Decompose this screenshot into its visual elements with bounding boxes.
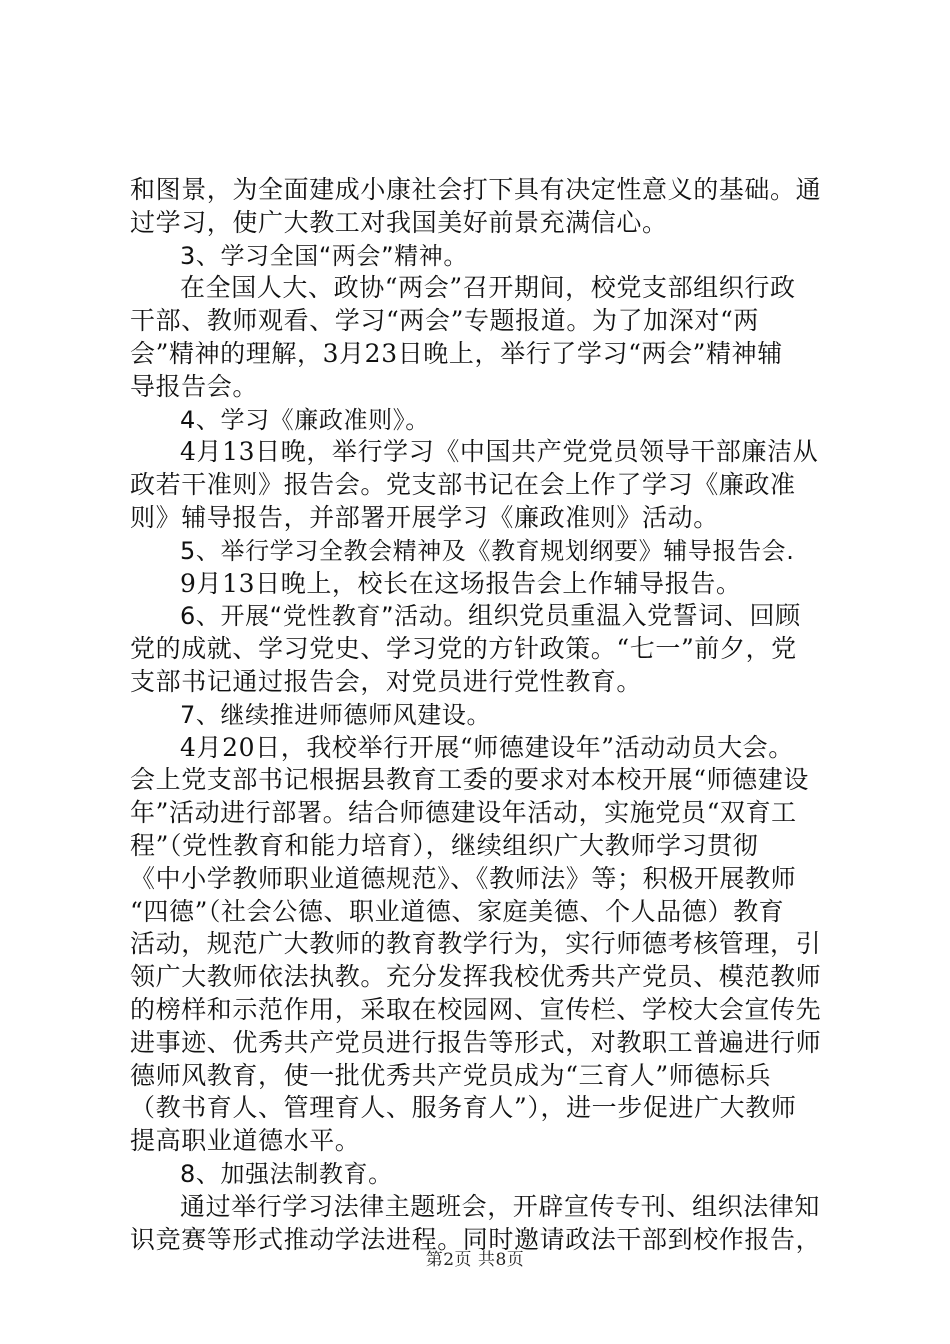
- heading-text: 4、学习《廉政准则》。: [180, 405, 430, 434]
- document-page: [130, 174, 830, 1256]
- section-heading: [130, 600, 830, 633]
- paragraph-line: [130, 863, 830, 896]
- line-text: 党的成就、学习党史、学习党的方针政策。“七一”前夕，党: [130, 634, 797, 664]
- line-text: 在全国人大、政协“两会”召开期间，校党支部组织行政: [180, 273, 796, 303]
- paragraph-line: [130, 436, 830, 469]
- section-heading: [130, 1158, 830, 1191]
- line-text: 和图景，为全面建成小康社会打下具有决定性意义的基础。通: [130, 175, 822, 204]
- paragraph-line: [130, 732, 830, 765]
- line-text: 政若干准则》报告会。党支部书记在会上作了学习《廉政准: [130, 470, 796, 500]
- line-text: （教书育人、管理育人、服务育人”），进一步促进广大教师: [130, 1093, 797, 1123]
- heading-text: 6、开展“党性教育”活动。: [180, 602, 468, 631]
- paragraph-line: [130, 797, 830, 830]
- paragraph-line: [130, 666, 830, 699]
- section-heading: [130, 535, 830, 568]
- paragraph-line: [130, 568, 830, 601]
- line-text: 会”精神的理解，3月23日晚上，举行了学习“两会”精神辅: [130, 338, 783, 368]
- paragraph-line: [130, 272, 830, 305]
- line-text: 识竞赛等形式推动学法进程。同时邀请政法干部到校作报告，: [130, 1224, 822, 1254]
- paragraph-line: [130, 1191, 830, 1224]
- line-text: 干部、教师观看、学习“两会”专题报道。为了加深对“两: [130, 306, 759, 336]
- paragraph-line: [130, 633, 830, 666]
- line-text: 领广大教师依法执教。充分发挥我校优秀共产党员、模范教师: [130, 962, 822, 992]
- paragraph-line: [130, 174, 830, 207]
- line-text: 过学习，使广大教工对我国美好前景充满信心。: [130, 207, 668, 237]
- line-text: 《中小学教师职业道德规范》、《教师法》等；积极开展教师: [130, 863, 797, 893]
- paragraph-line: [130, 928, 830, 961]
- heading-text: 7、继续推进师德师风建设。: [180, 700, 492, 729]
- paragraph-line: [130, 1060, 830, 1093]
- paragraph-line: [130, 1027, 830, 1060]
- paragraph-line: [130, 305, 830, 338]
- paragraph-line: [130, 338, 830, 371]
- paragraph-line: [130, 371, 830, 404]
- paragraph-line: [130, 994, 830, 1027]
- section-heading: [130, 404, 830, 437]
- line-text: 会上党支部书记根据县教育工委的要求对本校开展“师德建设: [130, 765, 809, 795]
- line-text: 德师风教育，使一批优秀共产党员成为“三育人”师德标兵: [130, 1060, 772, 1090]
- heading-text: 5、举行学习全教会精神及《教育规划纲要》辅导报告会.: [180, 536, 795, 565]
- paragraph-line: [130, 502, 830, 535]
- line-text: 则》辅导报告，并部署开展学习《廉政准则》活动。: [130, 502, 719, 532]
- line-text: 提高职业道德水平。: [130, 1126, 361, 1156]
- line-text: 程”（党性教育和能力培育），继续组织广大教师学习贯彻: [130, 830, 759, 860]
- paragraph-line: [130, 764, 830, 797]
- line-text: 通过举行学习法律主题班会，开辟宣传专刊、组织法律知: [180, 1191, 821, 1221]
- line-text: 年”活动进行部署。结合师德建设年活动，实施党员“双育工: [130, 798, 797, 828]
- page-footer: 第2页 共8页: [425, 1250, 525, 1270]
- line-text: 导报告会。: [130, 371, 259, 401]
- line-text: 进事迹、优秀共产党员进行报告等形式，对教职工普遍进行师: [130, 1027, 822, 1057]
- paragraph-line: [130, 896, 830, 929]
- line-text: 支部书记通过报告会，对党员进行党性教育。: [130, 666, 643, 696]
- line-text: 4月13日晚，举行学习《中国共产党党员领导干部廉洁从: [180, 437, 819, 467]
- section-heading: [130, 699, 830, 732]
- line-text: 9月13日晚上，校长在这场报告会上作辅导报告。: [180, 568, 742, 598]
- section-heading: [130, 240, 830, 273]
- line-text: “四德”（社会公德、职业道德、家庭美德、个人品德）教育: [130, 896, 785, 926]
- paragraph-line: [130, 961, 830, 994]
- paragraph-line: [130, 830, 830, 863]
- line-text: 活动，规范广大教师的教育教学行为，实行师德考核管理，引: [130, 929, 822, 959]
- heading-text: 3、学习全国“两会”精神。: [180, 241, 468, 270]
- line-text: 的榜样和示范作用，采取在校园网、宣传栏、学校大会宣传先: [130, 994, 822, 1024]
- paragraph-line: [130, 1125, 830, 1158]
- line-text-continuation: 组织党员重温入党誓词、回顾: [467, 601, 801, 631]
- heading-text: 8、加强法制教育。: [180, 1159, 393, 1188]
- line-text: 4月20日，我校举行开展“师德建设年”活动动员大会。: [180, 732, 794, 762]
- paragraph-line: [130, 207, 830, 240]
- paragraph-line: [130, 469, 830, 502]
- paragraph-line: [130, 1092, 830, 1125]
